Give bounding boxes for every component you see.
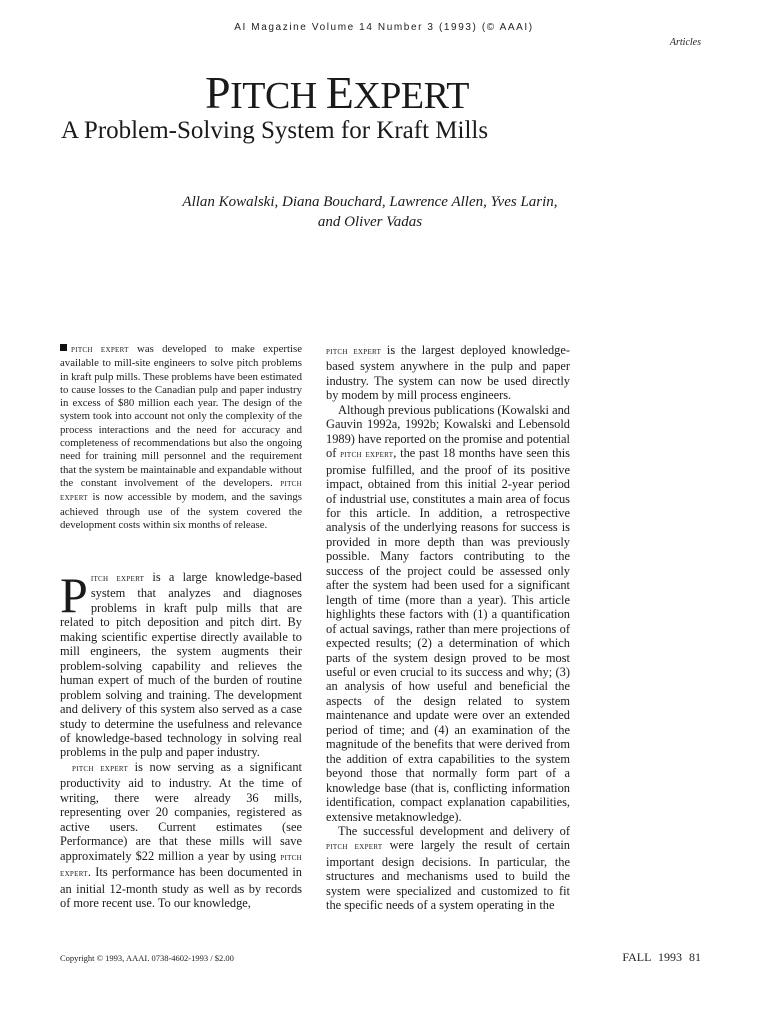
author-list bbox=[60, 192, 680, 232]
system-name: pitch expert bbox=[326, 346, 382, 357]
body-column-right bbox=[326, 343, 570, 913]
abstract-text-b: is now accessible by modem, and the savings achieved through use of the system covered the development costs within six months of release. bbox=[60, 491, 302, 531]
system-name: pitch expert bbox=[60, 851, 302, 880]
copyright-notice: Copyright © 1993, AAAI. 0738-4602-1993 / $2.00 bbox=[60, 953, 234, 963]
paragraph-design-decisions bbox=[326, 824, 570, 913]
paragraph-text: , the past 18 months have seen this promise fulfilled, and the proof of its positive impact, obtained from this initial 2-year period of industrial use, constitutes a main area of focus for this article. In addition, a retrospective analysis of the underlying reasons for success is provided in more depth than was previously possible. Many factors contributing to the success of the project could be assessed only after the system had been used for a significant length of time (more than a year). This article highlights these factors with (1) a quantification of actual savings, rather than mere projections of expected results; (2) a determination of which parts of the system design proved to be most useful or even crucial to its success and why; (3) an analysis of how useful and beneficial the aspects of the design related to system maintenance and update were over an extended period of time; and (4) an examination of the magnitude of the benefits that were derived from the addition of extra capabilities to the system beyond those that normally form part of a knowledge base (that is, conflicting information identification, compact explanation capabilities, extensive metaknowledge). bbox=[326, 446, 571, 824]
paragraph-text: The successful development and delivery of bbox=[338, 823, 570, 838]
paragraph-text: is a large knowledge-based system that analyzes and diagnoses problems in kraft pulp mills that are related to pitch deposition and pitch dirt. By making scientific expertise directly available to mill engineers, the system augments their problem-solving capability and relieves the human expert of much of the burden of routine problem solving and training. The development and delivery of this system also served as a case study to determine the usefulness and relevance of knowledge-based technology in solving real problems in the pulp and paper industry. bbox=[60, 570, 302, 760]
article-subtitle: A Problem-Solving System for Kraft Mills bbox=[61, 117, 489, 144]
page-number: 81 bbox=[689, 950, 701, 964]
paragraph-text: Although previous publications (Kowalski and Gauvin 1992a, 1992b; Kowalski and Lebensold 1989) have reported on the promise and potential of bbox=[326, 402, 570, 461]
authors-line-2: and Oliver Vadas bbox=[317, 214, 423, 230]
abstract-text-a: was developed to make expertise available to mill-site engineers to solve pitch problems in kraft pulp mills. These problems have been estimated to cause losses to the Canadian pulp and paper industry in excess of $80 million each year. The design of the system took into account not only the complexity of the process interactions and the need for accuracy and completeness of recommendations but also the ongoing need for training mill personnel and the requirement that the system be maintainable and expandable without the constant involvement of the developers. bbox=[60, 343, 303, 489]
paragraph-previous-publications bbox=[326, 403, 570, 824]
issue-label: FALL 1993 bbox=[622, 950, 682, 964]
folio bbox=[622, 950, 701, 965]
paragraph-largest-deployed bbox=[326, 343, 570, 403]
title-cap-1: P bbox=[205, 67, 231, 118]
authors-line-1: Allan Kowalski, Diana Bouchard, Lawrence Allen, Yves Larin, bbox=[182, 194, 558, 210]
system-name: pitch expert bbox=[71, 345, 129, 355]
paragraph-productivity bbox=[60, 760, 302, 911]
drop-cap: P bbox=[60, 567, 88, 623]
abstract bbox=[60, 343, 302, 532]
system-name: pitch expert bbox=[340, 449, 394, 461]
section-label: Articles bbox=[669, 37, 701, 48]
system-name: pitch expert bbox=[326, 841, 383, 853]
system-name: pitch expert bbox=[60, 478, 302, 504]
title-rest-1: ITCH bbox=[230, 75, 326, 117]
paragraph-text: were largely the result of certain important design decisions. In particular, the structures and mechanisms used to build the system were specialized and customized to fit the specific needs of a system operating in the bbox=[326, 838, 571, 913]
article-title bbox=[205, 67, 469, 118]
title-cap-2: E bbox=[325, 67, 354, 118]
system-name: pitch expert bbox=[72, 762, 129, 774]
running-head: AI Magazine Volume 14 Number 3 (1993) (© AAAI) bbox=[234, 22, 534, 33]
title-rest-2: XPERT bbox=[353, 75, 469, 117]
system-name: itch expert bbox=[90, 573, 145, 584]
paragraph-text: is now serving as a significant productivity aid to industry. At the time of writing, there were already 36 mills, representing over 20 companies, registered as active users. Current estimates (see Performance) are that these mills will save approximately $22 million a year by using bbox=[60, 759, 302, 863]
paragraph-text: . Its performance has been documented in an initial 12-month study as well as by records of more recent use. To our knowledge, bbox=[60, 865, 302, 910]
body-column-left bbox=[60, 567, 302, 910]
bullet-square-icon bbox=[60, 344, 67, 351]
paragraph-text: is the largest deployed knowledge-based system anywhere in the pulp and paper industry. The system can now be used directly by modem by mill process engineers. bbox=[326, 343, 571, 403]
paragraph-intro bbox=[60, 567, 302, 760]
